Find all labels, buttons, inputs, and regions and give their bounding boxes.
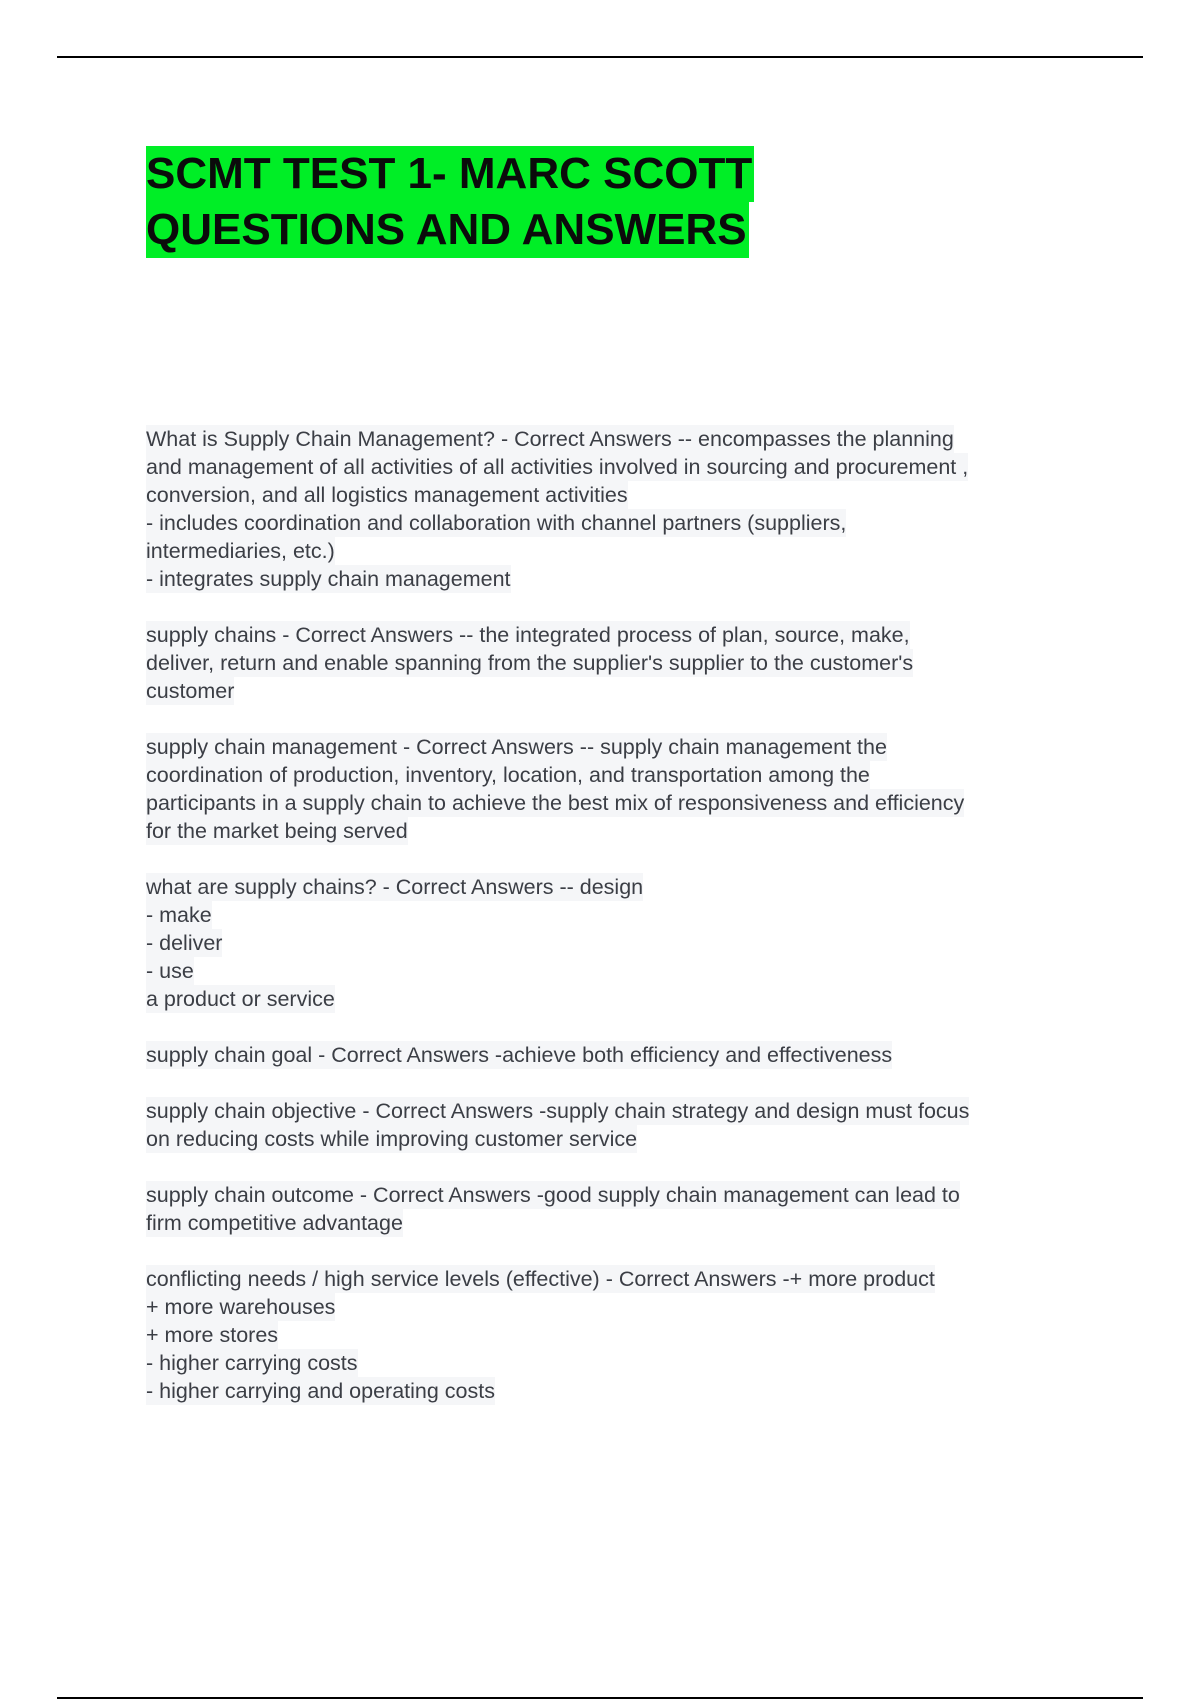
qa-text-line: customer (146, 679, 235, 703)
qa-text-line: on reducing costs while improving customer service (146, 1127, 638, 1151)
qa-text-line: - higher carrying costs (146, 1351, 358, 1375)
qa-text-line: firm competitive advantage (146, 1211, 403, 1235)
qa-text-line: - integrates supply chain management (146, 567, 511, 591)
qa-entry (146, 873, 1106, 1013)
document-title-line: SCMT TEST 1- MARC SCOTT (146, 146, 754, 202)
qa-entry (146, 621, 1106, 705)
qa-text-line: - use (146, 959, 194, 983)
qa-text-line: supply chain outcome - Correct Answers -good supply chain management can lead to (146, 1183, 960, 1207)
qa-entry (146, 1265, 1106, 1405)
qa-text-line: + more stores (146, 1323, 279, 1347)
qa-text-line: for the market being served (146, 819, 408, 843)
qa-content (146, 425, 1106, 1433)
qa-entry (146, 733, 1106, 845)
qa-text-line: - includes coordination and collaboration with channel partners (suppliers, (146, 511, 847, 535)
qa-text-line: + more warehouses (146, 1295, 336, 1319)
qa-text-line: conversion, and all logistics management activities (146, 483, 628, 507)
qa-text-line: intermediaries, etc.) (146, 539, 335, 563)
qa-text-line: - deliver (146, 931, 223, 955)
document-title (146, 146, 754, 258)
qa-text-line: a product or service (146, 987, 335, 1011)
qa-text-line: and management of all activities of all activities involved in sourcing and procurement , (146, 455, 969, 479)
qa-text-line: supply chain goal - Correct Answers -achieve both efficiency and effectiveness (146, 1043, 893, 1067)
qa-text-line: participants in a supply chain to achieve the best mix of responsiveness and efficiency (146, 791, 965, 815)
qa-entry (146, 1097, 1106, 1153)
qa-entry (146, 1181, 1106, 1237)
qa-text-line: What is Supply Chain Management? - Correct Answers -- encompasses the planning (146, 427, 954, 451)
document-title-line: QUESTIONS AND ANSWERS (146, 202, 749, 258)
qa-entry (146, 425, 1106, 593)
qa-text-line: - higher carrying and operating costs (146, 1379, 495, 1403)
qa-text-line: what are supply chains? - Correct Answers -- design (146, 875, 644, 899)
page-top-rule (57, 56, 1143, 58)
qa-text-line: supply chain management - Correct Answers -- supply chain management the (146, 735, 887, 759)
qa-text-line: deliver, return and enable spanning from the supplier's supplier to the customer's (146, 651, 914, 675)
qa-text-line: conflicting needs / high service levels (effective) - Correct Answers -+ more product (146, 1267, 935, 1291)
page-bottom-rule (57, 1697, 1143, 1699)
qa-text-line: coordination of production, inventory, location, and transportation among the (146, 763, 870, 787)
qa-entry (146, 1041, 1106, 1069)
qa-text-line: - make (146, 903, 212, 927)
qa-text-line: supply chain objective - Correct Answers -supply chain strategy and design must focus (146, 1099, 970, 1123)
qa-text-line: supply chains - Correct Answers -- the integrated process of plan, source, make, (146, 623, 910, 647)
